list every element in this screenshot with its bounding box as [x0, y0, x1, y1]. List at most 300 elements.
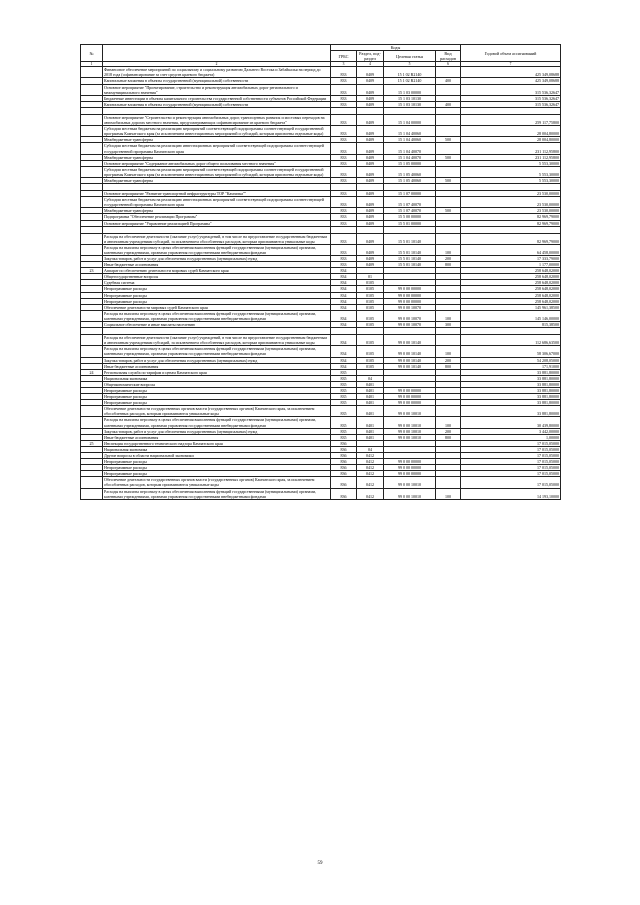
row-name: Финансовое обеспечение мероприятий по социальному и социальному развитию Дальнего Востока и Забайкалья на период до 2018 года (софинансирование за счет средств краевого бюджета): [103, 67, 331, 78]
row-section: 04: [357, 446, 384, 452]
row-grbs: 833: [331, 114, 357, 125]
row-grbs: 835: [331, 434, 357, 440]
row-expense-type: [436, 114, 461, 125]
row-grbs: 834: [331, 335, 357, 346]
row-grbs: 833: [331, 137, 357, 143]
row-section: 0105: [357, 322, 384, 328]
row-target-article: 15 1 04 40070: [384, 143, 436, 154]
row-target-article: 15 5 01 00000: [384, 220, 436, 226]
row-expense-type: 200: [436, 428, 461, 434]
row-amount: 33 881,80000: [461, 387, 561, 393]
row-amount: 258 648,02000: [461, 268, 561, 274]
table-row: [81, 184, 561, 191]
row-name: Расходы на выплаты персоналу в целях обеспечения выполнения функций государственными (муниципальными) органами, казенными учреждениями, органами управления государственными внебюджетными фондами: [103, 310, 331, 321]
row-section: 0105: [357, 280, 384, 286]
row-grbs: 835: [331, 381, 357, 387]
row-grbs: 834: [331, 322, 357, 328]
row-target-article: 15 1 07 40070: [384, 197, 436, 208]
row-amount: 33 881,80000: [461, 406, 561, 417]
row-amount: 259 117,75800: [461, 114, 561, 125]
row-name: Расходы на выплаты персоналу в целях обеспечения выполнения функций государственными (муниципальными) органами, казенными учреждениями, органами управления государственными внебюджетными фондами: [103, 244, 331, 255]
row-amount: 258 648,02000: [461, 280, 561, 286]
row-name: Основное мероприятие "Развитие транспортной инфраструктуры ТОР "Камчатка"": [103, 191, 331, 197]
row-target-article: 99 0 00 10070: [384, 304, 436, 310]
row-name: [103, 328, 331, 335]
row-amount: 64 458,00000: [461, 244, 561, 255]
row-name: Непрограммные расходы: [103, 286, 331, 292]
row-target-article: 99 0 00 10010: [384, 434, 436, 440]
row-target-article: 99 0 00 00000: [384, 459, 436, 465]
row-name: Основное мероприятие "Строительство и реконструкция автомобильных дорог, транспортных развязок и мостовых переходов на автомобильных дорогах местного значения, предусматривающих софинансирование из краевого бюджета": [103, 114, 331, 125]
row-grbs: 834: [331, 268, 357, 274]
row-expense-type: 100: [436, 417, 461, 428]
table-row: [81, 114, 561, 125]
row-grbs: 835: [331, 369, 357, 375]
row-amount: 82 969,79000: [461, 214, 561, 220]
row-target-article: 15 5 01 10140: [384, 244, 436, 255]
row-target-article: 99 0 00 10140: [384, 357, 436, 363]
row-target-article: 15 1 04 00000: [384, 114, 436, 125]
row-grbs: 834: [331, 357, 357, 363]
row-target-article: 15 1 03 00000: [384, 84, 436, 95]
row-grbs: 833: [331, 244, 357, 255]
row-grbs: 833: [331, 208, 357, 214]
row-section: 0409: [357, 114, 384, 125]
row-section: 0409: [357, 166, 384, 177]
row-target-article: 99 0 00 10010: [384, 488, 436, 499]
row-amount: 145 961,38500: [461, 304, 561, 310]
table-row: [81, 310, 561, 321]
row-section: 0105: [357, 286, 384, 292]
row-amount: 17 015,05000: [461, 459, 561, 465]
row-target-article: 99 0 00 00000: [384, 400, 436, 406]
row-grbs: 836: [331, 471, 357, 477]
row-target-article: 15 1 03 10130: [384, 95, 436, 101]
row-grbs: 833: [331, 154, 357, 160]
row-amount: 54 208,05000: [461, 357, 561, 363]
row-section: 0409: [357, 143, 384, 154]
row-expense-type: 100: [436, 244, 461, 255]
row-expense-type: [436, 328, 461, 335]
row-expense-type: [436, 126, 461, 137]
row-expense-type: [436, 226, 461, 233]
row-grbs: 836: [331, 453, 357, 459]
row-target-article: 99 0 00 10070: [384, 322, 436, 328]
row-expense-type: [436, 406, 461, 417]
row-number: [81, 477, 103, 488]
column-index: 5: [384, 62, 436, 67]
row-name: Аппарат по обеспечению деятельности мировых судей Камчатского края: [103, 268, 331, 274]
row-expense-type: [436, 107, 461, 114]
row-grbs: 836: [331, 477, 357, 488]
row-grbs: 833: [331, 101, 357, 107]
row-target-article: 15 5 00 00000: [384, 214, 436, 220]
row-grbs: 833: [331, 233, 357, 244]
row-grbs: 833: [331, 177, 357, 183]
row-amount: 23 530,00000: [461, 197, 561, 208]
row-expense-type: 200: [436, 357, 461, 363]
row-name: Субсидии местным бюджетам на реализацию мероприятий соответствующей подпрограммы соответствующей государственной программы Камчатского края (за исключением инвестиционных мероприятий и субсидий, которым присвоены отдельные коды): [103, 166, 331, 177]
row-expense-type: 100: [436, 488, 461, 499]
row-amount: 82 969,79000: [461, 220, 561, 226]
row-target-article: 15 5 01 10140: [384, 233, 436, 244]
row-target-article: 99 0 00 00000: [384, 292, 436, 298]
row-grbs: 833: [331, 143, 357, 154]
row-name: Иные бюджетные ассигнования: [103, 262, 331, 268]
row-section: 0409: [357, 84, 384, 95]
table-row: [81, 244, 561, 255]
row-section: 0105: [357, 363, 384, 369]
row-section: 0409: [357, 160, 384, 166]
row-expense-type: 800: [436, 262, 461, 268]
row-grbs: 836: [331, 459, 357, 465]
row-name: Судебная система: [103, 280, 331, 286]
row-name: Непрограммные расходы: [103, 292, 331, 298]
row-name: Обеспечение деятельности государственных органов власти (государственных органов) Камчатского края, за исключением обособленных расходов, которым присваиваются уникальные коды: [103, 477, 331, 488]
row-section: 0401: [357, 434, 384, 440]
row-grbs: 833: [331, 95, 357, 101]
row-name: Непрограммные расходы: [103, 394, 331, 400]
row-amount: 28 004,80000: [461, 137, 561, 143]
budget-sheet: [80, 44, 560, 500]
row-grbs: 835: [331, 417, 357, 428]
table-row: [81, 346, 561, 357]
row-target-article: [384, 184, 436, 191]
row-target-article: 15 1 05 40060: [384, 177, 436, 183]
row-grbs: 833: [331, 262, 357, 268]
row-section: 0105: [357, 335, 384, 346]
row-name: Обеспечение деятельности государственных органов власти (государственных органов) Камчатского края, за исключением обособленных расходов, которым присваиваются уникальные коды: [103, 406, 331, 417]
row-expense-type: 100: [436, 346, 461, 357]
row-target-article: 15 1 02 R2140: [384, 67, 436, 78]
row-name: Непрограммные расходы: [103, 298, 331, 304]
table-row: [81, 166, 561, 177]
header-name: [103, 45, 331, 62]
row-amount: 30 439,80000: [461, 417, 561, 428]
row-name: Расходы на выплаты персоналу в целях обеспечения выполнения функций государственными (муниципальными) органами, казенными учреждениями, органами управления государственными внебюджетными фондами: [103, 346, 331, 357]
row-name: Иные бюджетные ассигнования: [103, 363, 331, 369]
row-amount: 258 648,02000: [461, 298, 561, 304]
row-amount: 17 333,79000: [461, 256, 561, 262]
row-section: 0105: [357, 298, 384, 304]
row-amount: 33 881,80000: [461, 381, 561, 387]
table-row: [81, 226, 561, 233]
row-amount: 28 004,80000: [461, 126, 561, 137]
row-grbs: 834: [331, 363, 357, 369]
row-grbs: 835: [331, 406, 357, 417]
row-number: [81, 488, 103, 499]
budget-table: [80, 44, 561, 500]
row-amount: 425 349,08688: [461, 67, 561, 78]
row-grbs: 834: [331, 298, 357, 304]
row-target-article: [384, 328, 436, 335]
row-target-article: [384, 226, 436, 233]
row-amount: 5 553,30000: [461, 166, 561, 177]
row-name: Подпрограмма "Обеспечение реализации Программы": [103, 214, 331, 220]
row-amount: 815,38500: [461, 322, 561, 328]
row-name: Субсидии местным бюджетам на реализацию инвестиционных мероприятий соответствующей подпрограммы соответствующей государственной программы Камчатского края: [103, 197, 331, 208]
row-name: Региональная служба по тарифам и ценам Камчатского края: [103, 369, 331, 375]
row-name: [103, 107, 331, 114]
row-expense-type: 400: [436, 78, 461, 84]
row-amount: 315 536,32647: [461, 95, 561, 101]
column-index: 4: [357, 62, 384, 67]
row-expense-type: 800: [436, 434, 461, 440]
row-target-article: 99 0 00 10010: [384, 477, 436, 488]
column-index: 1: [81, 62, 103, 67]
row-expense-type: [436, 233, 461, 244]
column-index: 6: [436, 62, 461, 67]
row-name: Расходы на обеспечение деятельности (оказание услуг) учреждений, в том числе на предоставление государственным бюджетным и автономным учреждениям субсидий, за исключением обособленных расходов, которым присваиваются уникальные коды: [103, 335, 331, 346]
row-amount: 1 177,00000: [461, 262, 561, 268]
row-section: [357, 328, 384, 335]
header-target: Целевая статья: [384, 51, 436, 62]
row-expense-type: 300: [436, 322, 461, 328]
row-number: [81, 67, 103, 78]
row-grbs: [331, 226, 357, 233]
row-name: [103, 226, 331, 233]
row-target-article: 99 0 00 10140: [384, 335, 436, 346]
row-expense-type: [436, 335, 461, 346]
row-amount: [461, 107, 561, 114]
row-amount: [461, 184, 561, 191]
row-name: Основное мероприятие "Управление реализацией Программы": [103, 220, 331, 226]
row-amount: 5 553,30000: [461, 177, 561, 183]
row-section: [357, 184, 384, 191]
column-index: 3: [331, 62, 357, 67]
row-name: Инспекция государственного технического надзора Камчатского края: [103, 440, 331, 446]
row-grbs: 833: [331, 166, 357, 177]
table-row: [81, 197, 561, 208]
row-amount: 33 881,80000: [461, 369, 561, 375]
row-name: Межбюджетные трансферты: [103, 208, 331, 214]
row-amount: 58 306,67000: [461, 346, 561, 357]
row-grbs: 833: [331, 84, 357, 95]
row-section: 01: [357, 274, 384, 280]
row-name: Основное мероприятие "Содержание автомобильных дорог общего пользования местного значения": [103, 160, 331, 166]
row-expense-type: 500: [436, 208, 461, 214]
row-section: 0401: [357, 381, 384, 387]
row-number: [81, 226, 103, 233]
row-target-article: 99 0 00 10140: [384, 346, 436, 357]
row-number: [81, 406, 103, 417]
row-target-article: [384, 107, 436, 114]
row-amount: 3 442,00000: [461, 428, 561, 434]
header-number: №: [81, 45, 103, 62]
row-name: Субсидии местным бюджетам на реализацию инвестиционных мероприятий соответствующей подпрограммы соответствующей государственной программы Камчатского края: [103, 143, 331, 154]
row-section: 0409: [357, 137, 384, 143]
row-target-article: 15 1 07 40070: [384, 208, 436, 214]
row-amount: 231 112,95800: [461, 154, 561, 160]
row-grbs: 835: [331, 394, 357, 400]
row-section: 0105: [357, 346, 384, 357]
row-target-article: 99 0 00 00000: [384, 387, 436, 393]
row-section: 0409: [357, 208, 384, 214]
row-amount: 14 193,10000: [461, 488, 561, 499]
row-section: 0409: [357, 244, 384, 255]
row-grbs: 836: [331, 440, 357, 446]
row-amount: 17 015,05000: [461, 471, 561, 477]
row-grbs: 833: [331, 67, 357, 78]
table-row: [81, 126, 561, 137]
row-name: Непрограммные расходы: [103, 471, 331, 477]
row-amount: 258 648,02000: [461, 286, 561, 292]
row-name: Общеэкономические вопросы: [103, 381, 331, 387]
row-grbs: 833: [331, 126, 357, 137]
row-expense-type: [436, 143, 461, 154]
row-expense-type: 200: [436, 256, 461, 262]
row-grbs: 836: [331, 465, 357, 471]
row-name: Непрограммные расходы: [103, 465, 331, 471]
row-number: [81, 310, 103, 321]
row-target-article: 15 1 07 00000: [384, 191, 436, 197]
row-section: 0409: [357, 101, 384, 107]
table-row: [81, 477, 561, 488]
column-index: 2: [103, 62, 331, 67]
row-number: [81, 346, 103, 357]
row-amount: [461, 328, 561, 335]
row-section: 0401: [357, 428, 384, 434]
row-amount: [461, 226, 561, 233]
row-section: 0409: [357, 256, 384, 262]
row-grbs: 835: [331, 387, 357, 393]
row-target-article: 15 1 05 40060: [384, 166, 436, 177]
header-vr: Вид расходов: [436, 51, 461, 62]
row-name: Расходы на обеспечение деятельности (оказание услуг) учреждений, в том числе на предоставление государственным бюджетным и автономным учреждениям субсидий, за исключением обособленных расходов, которым присваиваются уникальные коды: [103, 233, 331, 244]
row-target-article: 99 0 00 00000: [384, 465, 436, 471]
row-grbs: 835: [331, 428, 357, 434]
row-target-article: 15 1 04 40070: [384, 154, 436, 160]
row-name: Иные бюджетные ассигнования: [103, 434, 331, 440]
row-amount: 23 530,00000: [461, 208, 561, 214]
row-name: Общегосударственные вопросы: [103, 274, 331, 280]
row-expense-type: [436, 197, 461, 208]
row-amount: 231 112,95800: [461, 143, 561, 154]
row-name: Непрограммные расходы: [103, 387, 331, 393]
row-amount: 17 015,05000: [461, 465, 561, 471]
row-grbs: 835: [331, 375, 357, 381]
row-target-article: 99 0 00 10010: [384, 428, 436, 434]
row-section: 0105: [357, 304, 384, 310]
row-section: 0409: [357, 67, 384, 78]
table-row: [81, 328, 561, 335]
row-name: Непрограммные расходы: [103, 459, 331, 465]
row-target-article: 15 1 04 40060: [384, 126, 436, 137]
row-expense-type: [436, 84, 461, 95]
row-target-article: 99 0 00 00000: [384, 298, 436, 304]
row-number: [81, 335, 103, 346]
row-amount: 33 881,80000: [461, 375, 561, 381]
row-target-article: 15 5 01 10140: [384, 256, 436, 262]
header-section: Раздел, под-раздел: [357, 51, 384, 62]
row-target-article: 99 0 00 10010: [384, 417, 436, 428]
row-section: 0105: [357, 310, 384, 321]
row-amount: 315 536,32647: [461, 84, 561, 95]
table-body: [81, 67, 561, 499]
row-amount: 425 349,08688: [461, 78, 561, 84]
row-grbs: 834: [331, 304, 357, 310]
row-section: 04: [357, 375, 384, 381]
row-section: 0409: [357, 197, 384, 208]
row-name: Межбюджетные трансферты: [103, 154, 331, 160]
row-section: 0409: [357, 154, 384, 160]
row-expense-type: 500: [436, 137, 461, 143]
row-section: 0409: [357, 95, 384, 101]
row-section: 0412: [357, 477, 384, 488]
column-index: 7: [461, 62, 561, 67]
row-grbs: 833: [331, 256, 357, 262]
table-header: [81, 45, 561, 67]
row-number: [81, 126, 103, 137]
row-grbs: 833: [331, 197, 357, 208]
table-row: [81, 335, 561, 346]
row-amount: 258 648,02000: [461, 274, 561, 280]
row-number: [81, 233, 103, 244]
row-target-article: 99 0 00 00000: [384, 286, 436, 292]
row-name: Закупка товаров, работ и услуг для обеспечения государственных (муниципальных) нужд: [103, 256, 331, 262]
row-grbs: 833: [331, 191, 357, 197]
row-name: Закупка товаров, работ и услуг для обеспечения государственных (муниципальных) нужд: [103, 357, 331, 363]
row-section: 0409: [357, 78, 384, 84]
row-grbs: [331, 107, 357, 114]
row-grbs: 833: [331, 160, 357, 166]
row-name: Национальная экономика: [103, 375, 331, 381]
table-row: [81, 233, 561, 244]
row-name: Капитальные вложения в объекты государственной (муниципальной) собственности: [103, 101, 331, 107]
row-section: 0401: [357, 387, 384, 393]
row-target-article: 99 0 00 00000: [384, 471, 436, 477]
row-grbs: 833: [331, 214, 357, 220]
table-row: [81, 406, 561, 417]
row-name: Социальное обеспечение и иные выплаты населению: [103, 322, 331, 328]
row-amount: 33 881,80000: [461, 400, 561, 406]
row-grbs: 834: [331, 346, 357, 357]
row-amount: 23 530,00000: [461, 191, 561, 197]
row-name: Закупка товаров, работ и услуг для обеспечения государственных (муниципальных) нужд: [103, 428, 331, 434]
header-codes: Коды: [331, 45, 461, 51]
row-section: 0401: [357, 400, 384, 406]
row-number: [81, 328, 103, 335]
row-number: [81, 107, 103, 114]
row-expense-type: 400: [436, 101, 461, 107]
row-target-article: 99 0 00 10010: [384, 406, 436, 417]
row-target-article: 99 0 00 10140: [384, 363, 436, 369]
table-row: [81, 84, 561, 95]
row-name: Другие вопросы в области национальной экономики: [103, 453, 331, 459]
row-section: [357, 107, 384, 114]
row-expense-type: [436, 184, 461, 191]
row-name: [103, 184, 331, 191]
row-expense-type: [436, 67, 461, 78]
header-amount: Годовой объем ассигнований: [461, 45, 561, 62]
row-section: 0409: [357, 214, 384, 220]
table-row: [81, 417, 561, 428]
row-section: 0412: [357, 453, 384, 459]
row-grbs: 833: [331, 220, 357, 226]
row-grbs: [331, 184, 357, 191]
row-expense-type: [436, 477, 461, 488]
row-number: 23: [81, 268, 103, 274]
row-amount: 315 536,32647: [461, 101, 561, 107]
row-target-article: 15 1 03 10130: [384, 101, 436, 107]
row-section: 0409: [357, 220, 384, 226]
row-section: [357, 226, 384, 233]
row-amount: 5 553,30000: [461, 160, 561, 166]
row-number: 24: [81, 369, 103, 375]
row-section: 0409: [357, 191, 384, 197]
header-grbs: ГРБС: [331, 51, 357, 62]
row-target-article: 15 1 05 00000: [384, 160, 436, 166]
